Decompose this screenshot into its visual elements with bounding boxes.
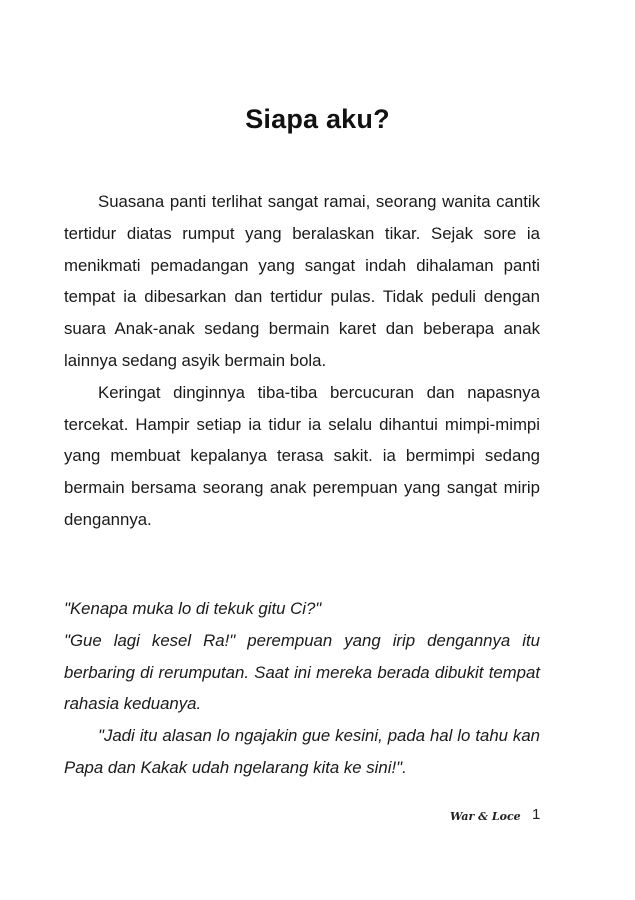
- paragraph: Keringat dinginnya tiba-tiba bercucuran dan napasnya tercekat. Hampir setiap ia tidur ia selalu dihantui mimpi-mimpi yang membuat kepalanya terasa sakit. ia bermimpi sedang bermain bersama seorang anak perempuan yang sangat mirip dengannya.: [64, 382, 540, 529]
- paragraph: Suasana panti terlihat sangat ramai, seorang wanita cantik tertidur diatas rumput yang beralaskan tikar. Sejak sore ia menikmati pemadangan yang sangat indah dihalaman panti tempat ia dibesarkan dan tertidur pulas. Tidak peduli dengan suara Anak-anak sedang bermain karet dan beberapa anak lainnya sedang asyik bermain bola.: [64, 192, 540, 370]
- narrative-block: [64, 186, 540, 536]
- dialogue-line: "Gue lagi kesel Ra!" perempuan yang irip dengannya itu berbaring di rerumputan. Saat ini mereka berada dibukit tempat rahasia keduanya.: [64, 630, 540, 714]
- chapter-title: Siapa aku?: [245, 104, 390, 134]
- footer-brand: War & Loce: [450, 810, 521, 823]
- dialogue-block: [64, 593, 540, 784]
- dialogue-line: "Jadi itu alasan lo ngajakin gue kesini, pada hal lo tahu kan Papa dan Kakak udah ngelarang kita ke sini!".: [64, 726, 540, 777]
- page-number: 1: [532, 806, 541, 823]
- dialogue-line: "Kenapa muka lo di tekuk gitu Ci?": [64, 599, 322, 618]
